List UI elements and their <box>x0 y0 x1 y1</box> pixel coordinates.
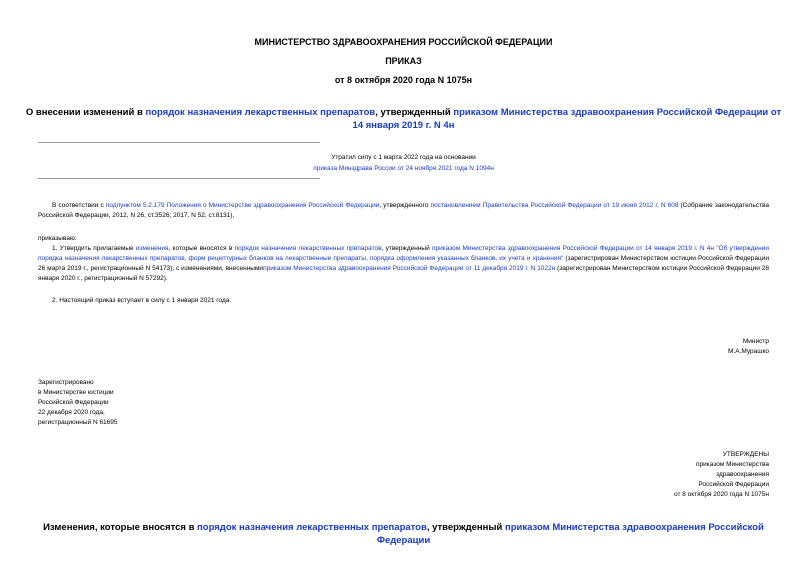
item1-text-c: , утвержденный <box>381 245 432 252</box>
item1-text-e: (зарегистрирован Министерством юстиции Российской Федерации 28 января 2020 г., регистрационный N 57292). <box>38 265 770 282</box>
document-title <box>20 106 787 132</box>
item1-text-b: , которые вносятся в <box>168 245 235 252</box>
preamble-text-b: , утвержденного <box>379 202 431 209</box>
approved-line-3: здравоохранения <box>716 471 769 478</box>
registration-line-2: в Министерстве юстиции <box>38 389 114 396</box>
approved-line-1: УТВЕРЖДЕНЫ <box>722 451 769 458</box>
item1-link-procedure[interactable]: порядок назначения лекарственных препаратов <box>234 245 382 252</box>
title-part2: , утвержденный <box>375 107 454 118</box>
approved-line-5: от 8 октября 2020 года N 1075н <box>673 491 769 498</box>
signature-position: Министр <box>742 338 769 345</box>
title-link-procedure[interactable]: порядок назначения лекарственных препаратов <box>145 107 376 118</box>
date-number-heading: от 8 октября 2020 года N 1075н <box>334 75 473 85</box>
item1-link-changes[interactable]: изменения <box>135 245 169 252</box>
divider-bottom <box>38 178 320 179</box>
notice-link-line <box>0 163 807 174</box>
registration-line-5: регистрационный N 61695 <box>38 419 118 426</box>
preamble-link-resolution[interactable]: постановлением Правительства Российской Федерации от 19 июня 2012 г. N 608 <box>430 202 679 209</box>
title-part1: О внесении изменений в <box>25 107 146 118</box>
notice-link[interactable]: приказа Минздрава России от 24 ноября 2021 года N 1094н <box>313 165 494 172</box>
changes-title-part2: , утвержденный <box>426 522 505 533</box>
changes-title-part1: Изменения, которые вносятся в <box>43 522 198 533</box>
preamble-link-regulation[interactable]: подпунктом 5.2.179 Положения о Министерстве здравоохранения Российской Федерации <box>105 202 380 209</box>
changes-title-link-procedure[interactable]: порядок назначения лекарственных препаратов <box>197 522 427 533</box>
doc-type-heading: ПРИКАЗ <box>385 56 422 66</box>
preamble-text-a: В соответствии с <box>52 202 106 209</box>
notice-line: Утратил силу с 1 марта 2022 года на основании <box>331 154 476 161</box>
item1-link-order-1022n[interactable]: приказом Министерства здравоохранения Российской Федерации от 11 декабря 2019 г. N 1022н <box>263 265 556 272</box>
divider-top <box>38 142 320 143</box>
preamble-paragraph <box>38 201 769 221</box>
item1-link-order-4n[interactable]: приказом Министерства здравоохранения Российской Федерации от 14 января 2019 г. N 4н "Об утверждении порядка назначения лекарственных препаратов, форм рецептурных бланков на лекарственные препараты, порядка оформления указанных бланков, их учета и хранения" <box>38 245 769 262</box>
approved-line-2: приказом Министерства <box>696 461 769 468</box>
changes-title-link-order[interactable]: приказом Министерства здравоохранения Российской Федерации <box>376 522 764 546</box>
order-word: приказываю: <box>38 235 77 242</box>
registration-line-1: Зарегистрировано <box>38 379 94 386</box>
changes-title <box>20 521 787 547</box>
item1-text-d: (зарегистрирован Министерством юстиции Российской Федерации 26 марта 2019 г., регистрационный N 54173), с изменениями, внесенными <box>38 255 769 272</box>
registration-line-3: Российской Федерации <box>38 399 109 406</box>
item1-text-a: 1. Утвердить прилагаемые <box>52 245 136 252</box>
title-link-order[interactable]: приказом Министерства здравоохранения Российской Федерации от 14 января 2019 г. N 4н <box>352 107 782 131</box>
signature-name: М.А.Мурашко <box>727 348 769 355</box>
item-2-paragraph: 2. Настоящий приказ вступает в силу с 1 января 2021 года. <box>52 297 232 304</box>
item-1-paragraph <box>38 244 769 284</box>
ministry-heading: МИНИСТЕРСТВО ЗДРАВООХРАНЕНИЯ РОССИЙСКОЙ ФЕДЕРАЦИИ <box>254 37 553 47</box>
approved-line-4: Российской Федерации <box>698 481 769 488</box>
preamble-text-c: (Собрание законодательства Российской Федерации, 2012, N 26, ст.3526; 2017, N 52, ст.8131), <box>38 202 769 219</box>
registration-line-4: 22 декабря 2020 года, <box>38 409 105 416</box>
